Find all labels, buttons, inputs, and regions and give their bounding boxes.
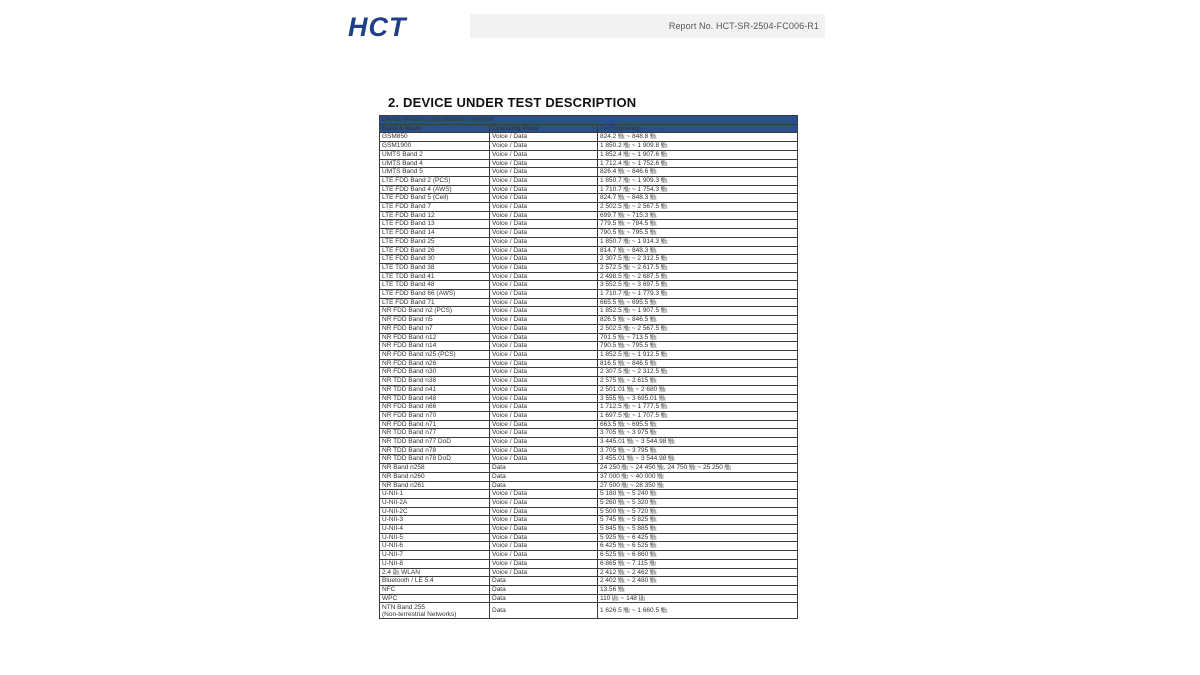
band-cell: NR FDD Band n71 xyxy=(380,420,490,429)
report-number: Report No. HCT-SR-2504-FC006-R1 xyxy=(668,21,819,31)
freq-cell: 814.7 ㎒ ~ 848.3 ㎒ xyxy=(598,246,798,255)
band-cell: LTE FDD Band 2 (PCS) xyxy=(380,176,490,185)
table-row xyxy=(380,551,798,560)
mode-cell: Voice / Data xyxy=(490,255,598,264)
freq-cell: 1 710.7 ㎒ ~ 1 779.3 ㎒ xyxy=(598,290,798,299)
table-row xyxy=(380,394,798,403)
freq-cell: 2 307.5 ㎒ ~ 2 312.5 ㎒ xyxy=(598,255,798,264)
freq-cell: 2 575 ㎒ ~ 2 615 ㎒ xyxy=(598,377,798,386)
mode-cell: Voice / Data xyxy=(490,342,598,351)
table-row xyxy=(380,525,798,534)
table-row xyxy=(380,368,798,377)
band-cell: LTE TDD Band 48 xyxy=(380,281,490,290)
band-cell: NR FDD Band n26 xyxy=(380,359,490,368)
table-row xyxy=(380,603,798,619)
table-row xyxy=(380,542,798,551)
freq-cell: 826.5 ㎒ ~ 846.5 ㎒ xyxy=(598,316,798,325)
table-row xyxy=(380,237,798,246)
band-cell: LTE FDD Band 71 xyxy=(380,298,490,307)
table-row xyxy=(380,533,798,542)
freq-cell: 2 307.5 ㎒ ~ 2 312.5 ㎒ xyxy=(598,368,798,377)
mode-cell: Voice / Data xyxy=(490,142,598,151)
band-cell: LTE TDD Band 41 xyxy=(380,272,490,281)
mode-cell: Voice / Data xyxy=(490,516,598,525)
table-row xyxy=(380,481,798,490)
freq-cell: 824.2 ㎒ ~ 848.8 ㎒ xyxy=(598,133,798,142)
band-cell: U-NII-4 xyxy=(380,525,490,534)
band-cell: NR TDD Band n78 DoD xyxy=(380,455,490,464)
band-cell: LTE FDD Band 30 xyxy=(380,255,490,264)
freq-cell: 5 180 ㎒ ~ 5 240 ㎒ xyxy=(598,490,798,499)
table-row xyxy=(380,176,798,185)
report-number-bar xyxy=(470,14,825,38)
band-cell: NR TDD Band n77 DoD xyxy=(380,438,490,447)
table-row xyxy=(380,194,798,203)
freq-cell: 1 852.4 ㎒ ~ 1 907.6 ㎒ xyxy=(598,150,798,159)
table-row xyxy=(380,498,798,507)
table-title-row xyxy=(380,116,798,125)
mode-cell: Voice / Data xyxy=(490,420,598,429)
table-row xyxy=(380,220,798,229)
mode-cell: Data xyxy=(490,577,598,586)
band-cell: U-NII-6 xyxy=(380,542,490,551)
mode-cell: Voice / Data xyxy=(490,490,598,499)
freq-cell: 1 850.7 ㎒ ~ 1 909.3 ㎒ xyxy=(598,176,798,185)
freq-cell: 790.5 ㎒ ~ 795.5 ㎒ xyxy=(598,229,798,238)
freq-cell: 3 455.01 ㎒ ~ 3 544.98 ㎒ xyxy=(598,455,798,464)
band-cell: U-NII-3 xyxy=(380,516,490,525)
band-cell: UMTS Band 2 xyxy=(380,150,490,159)
band-cell: NR TDD Band n38 xyxy=(380,377,490,386)
freq-cell: 790.5 ㎒ ~ 795.5 ㎒ xyxy=(598,342,798,351)
mode-cell: Voice / Data xyxy=(490,533,598,542)
freq-cell: 5 745 ㎒ ~ 5 825 ㎒ xyxy=(598,516,798,525)
table-row xyxy=(380,385,798,394)
table-row xyxy=(380,559,798,568)
band-cell: U-NII-7 xyxy=(380,551,490,560)
band-cell: GSM1900 xyxy=(380,142,490,151)
table-header-row xyxy=(380,124,798,133)
band-cell: GSM850 xyxy=(380,133,490,142)
freq-cell: 3 552.5 ㎒ ~ 3 697.5 ㎒ xyxy=(598,281,798,290)
mode-cell: Voice / Data xyxy=(490,429,598,438)
freq-cell: 824.7 ㎒ ~ 848.3 ㎒ xyxy=(598,194,798,203)
mode-cell: Voice / Data xyxy=(490,298,598,307)
freq-cell: 2 502.5 ㎒ ~ 2 567.5 ㎒ xyxy=(598,324,798,333)
band-cell: Bluetooth / LE 5.4 xyxy=(380,577,490,586)
freq-cell: 1 697.5 ㎒ ~ 1 707.5 ㎒ xyxy=(598,411,798,420)
mode-cell: Voice / Data xyxy=(490,498,598,507)
freq-cell: 701.5 ㎒ ~ 713.5 ㎒ xyxy=(598,333,798,342)
table-row xyxy=(380,255,798,264)
band-cell: U-NII-2A xyxy=(380,498,490,507)
table-row xyxy=(380,455,798,464)
mode-cell: Voice / Data xyxy=(490,237,598,246)
table-row xyxy=(380,281,798,290)
mode-cell: Voice / Data xyxy=(490,150,598,159)
freq-cell: 2 572.5 ㎒ ~ 2 617.5 ㎒ xyxy=(598,263,798,272)
mode-cell: Voice / Data xyxy=(490,359,598,368)
freq-cell: 1 852.5 ㎒ ~ 1 912.5 ㎒ xyxy=(598,350,798,359)
column-header-mode: Operating Mode xyxy=(490,124,598,133)
freq-cell: 6 525 ㎒ ~ 6 860 ㎒ xyxy=(598,551,798,560)
band-cell: LTE TDD Band 38 xyxy=(380,263,490,272)
band-cell: NR TDD Band n77 xyxy=(380,429,490,438)
freq-cell: 37 000 ㎒ ~ 40 000 ㎒ xyxy=(598,472,798,481)
mode-cell: Data xyxy=(490,481,598,490)
band-cell: LTE FDD Band 4 (AWS) xyxy=(380,185,490,194)
logo-text: HCT xyxy=(348,12,407,40)
table-row xyxy=(380,472,798,481)
freq-cell: 1 712.5 ㎒ ~ 1 777.5 ㎒ xyxy=(598,403,798,412)
band-cell: U-NII-1 xyxy=(380,490,490,499)
mode-cell: Voice / Data xyxy=(490,377,598,386)
table-body xyxy=(380,133,798,619)
band-cell: NR FDD Band n14 xyxy=(380,342,490,351)
table-row xyxy=(380,159,798,168)
table-row xyxy=(380,133,798,142)
mode-cell: Data xyxy=(490,603,598,619)
band-cell: U-NII-5 xyxy=(380,533,490,542)
mode-cell: Voice / Data xyxy=(490,507,598,516)
table-row xyxy=(380,150,798,159)
band-cell: LTE FDD Band 14 xyxy=(380,229,490,238)
mode-cell: Voice / Data xyxy=(490,203,598,212)
table-row xyxy=(380,594,798,603)
freq-cell: 1 850.2 ㎒ ~ 1 909.8 ㎒ xyxy=(598,142,798,151)
mode-cell: Voice / Data xyxy=(490,133,598,142)
band-cell: NR TDD Band n48 xyxy=(380,394,490,403)
band-cell: UMTS Band 4 xyxy=(380,159,490,168)
freq-cell: 2 502.5 ㎒ ~ 2 567.5 ㎒ xyxy=(598,203,798,212)
band-cell: NR FDD Band n12 xyxy=(380,333,490,342)
table-row xyxy=(380,263,798,272)
table-row xyxy=(380,438,798,447)
freq-cell: 3 555 ㎒ ~ 3 695.01 ㎒ xyxy=(598,394,798,403)
mode-cell: Voice / Data xyxy=(490,316,598,325)
band-cell: NR FDD Band n2 (PCS) xyxy=(380,307,490,316)
freq-cell: 2 402 ㎒ ~ 2 480 ㎒ xyxy=(598,577,798,586)
mode-cell: Voice / Data xyxy=(490,411,598,420)
table-row xyxy=(380,333,798,342)
table-row xyxy=(380,568,798,577)
mode-cell: Data xyxy=(490,472,598,481)
freq-cell: 5 925 ㎒ ~ 6 425 ㎒ xyxy=(598,533,798,542)
table-row xyxy=(380,229,798,238)
mode-cell: Voice / Data xyxy=(490,281,598,290)
table-row xyxy=(380,290,798,299)
mode-cell: Voice / Data xyxy=(490,559,598,568)
table-row xyxy=(380,516,798,525)
table-row xyxy=(380,420,798,429)
mode-cell: Voice / Data xyxy=(490,159,598,168)
freq-cell: 665.5 ㎒ ~ 695.5 ㎒ xyxy=(598,298,798,307)
mode-cell: Voice / Data xyxy=(490,385,598,394)
table-row xyxy=(380,585,798,594)
table-row xyxy=(380,272,798,281)
mode-cell: Voice / Data xyxy=(490,333,598,342)
table-row xyxy=(380,350,798,359)
table-row xyxy=(380,316,798,325)
band-cell: NFC xyxy=(380,585,490,594)
band-line-1: NTN Band 255 xyxy=(382,603,425,611)
table-row xyxy=(380,490,798,499)
freq-cell: 2 412 ㎒ ~ 2 462 ㎒ xyxy=(598,568,798,577)
table-row xyxy=(380,168,798,177)
band-cell xyxy=(380,603,490,619)
freq-cell: 5 260 ㎒ ~ 5 320 ㎒ xyxy=(598,498,798,507)
section-title: 2. DEVICE UNDER TEST DESCRIPTION xyxy=(388,95,637,110)
mode-cell: Voice / Data xyxy=(490,168,598,177)
band-cell: LTE FDD Band 5 (Cell) xyxy=(380,194,490,203)
freq-cell: 1 712.4 ㎒ ~ 1 752.6 ㎒ xyxy=(598,159,798,168)
mode-cell: Voice / Data xyxy=(490,368,598,377)
band-cell: 2.4 ㎓ WLAN xyxy=(380,568,490,577)
table-row xyxy=(380,246,798,255)
mode-cell: Voice / Data xyxy=(490,394,598,403)
band-cell: NR FDD Band n70 xyxy=(380,411,490,420)
band-cell: U-NII-2C xyxy=(380,507,490,516)
freq-cell: 6 425 ㎒ ~ 6 525 ㎒ xyxy=(598,542,798,551)
band-cell: WPC xyxy=(380,594,490,603)
table-row xyxy=(380,142,798,151)
column-header-band: Band & Mode xyxy=(380,124,490,133)
table-row xyxy=(380,507,798,516)
table-row xyxy=(380,577,798,586)
mode-cell: Voice / Data xyxy=(490,403,598,412)
band-cell: NR Band n258 xyxy=(380,464,490,473)
table-row xyxy=(380,377,798,386)
freq-cell: 1 850.7 ㎒ ~ 1 914.3 ㎒ xyxy=(598,237,798,246)
mode-cell: Voice / Data xyxy=(490,290,598,299)
band-cell: NR FDD Band n30 xyxy=(380,368,490,377)
freq-cell: 5 500 ㎒ ~ 5 720 ㎒ xyxy=(598,507,798,516)
table-row xyxy=(380,411,798,420)
mode-cell: Voice / Data xyxy=(490,263,598,272)
band-cell: LTE FDD Band 13 xyxy=(380,220,490,229)
band-cell: NR TDD Band n41 xyxy=(380,385,490,394)
mode-cell: Voice / Data xyxy=(490,525,598,534)
mode-cell: Voice / Data xyxy=(490,220,598,229)
table-row xyxy=(380,324,798,333)
table-row xyxy=(380,203,798,212)
band-cell: NR TDD Band n78 xyxy=(380,446,490,455)
table-row xyxy=(380,185,798,194)
freq-cell: 110 ㎑ ~ 148 ㎑ xyxy=(598,594,798,603)
mode-cell: Voice / Data xyxy=(490,350,598,359)
table-row xyxy=(380,307,798,316)
mode-cell: Voice / Data xyxy=(490,324,598,333)
freq-cell: 699.7 ㎒ ~ 715.3 ㎒ xyxy=(598,211,798,220)
mode-cell: Voice / Data xyxy=(490,176,598,185)
band-cell: NR Band n261 xyxy=(380,481,490,490)
freq-cell: 2 498.5 ㎒ ~ 2 687.5 ㎒ xyxy=(598,272,798,281)
freq-cell: 3 445.01 ㎒ ~ 3 544.98 ㎒ xyxy=(598,438,798,447)
table-row xyxy=(380,446,798,455)
freq-cell: 779.5 ㎒ ~ 784.5 ㎒ xyxy=(598,220,798,229)
freq-cell: 3 705 ㎒ ~ 3 795 ㎒ xyxy=(598,446,798,455)
table-row xyxy=(380,298,798,307)
freq-cell: 24 250 ㎒ ~ 24 450 ㎒, 24 750 ㎒ ~ 25 250 ㎒ xyxy=(598,464,798,473)
freq-cell: 6 865 ㎒ ~ 7 115 ㎒ xyxy=(598,559,798,568)
mode-cell: Voice / Data xyxy=(490,438,598,447)
column-header-freq: Tx Frequency xyxy=(598,124,798,133)
freq-cell: 13.56 ㎒ xyxy=(598,585,798,594)
mode-cell: Voice / Data xyxy=(490,455,598,464)
band-cell: NR FDD Band n7 xyxy=(380,324,490,333)
mode-cell: Voice / Data xyxy=(490,542,598,551)
table-row xyxy=(380,211,798,220)
freq-cell: 826.4 ㎒ ~ 846.6 ㎒ xyxy=(598,168,798,177)
band-cell: NR Band n260 xyxy=(380,472,490,481)
mode-cell: Voice / Data xyxy=(490,551,598,560)
mode-cell: Data xyxy=(490,594,598,603)
mode-cell: Voice / Data xyxy=(490,246,598,255)
table-row xyxy=(380,403,798,412)
mode-cell: Voice / Data xyxy=(490,194,598,203)
table-row xyxy=(380,359,798,368)
table-title: Device Wireless specification overview xyxy=(380,116,798,125)
mode-cell: Data xyxy=(490,464,598,473)
mode-cell: Voice / Data xyxy=(490,446,598,455)
band-cell: LTE FDD Band 26 xyxy=(380,246,490,255)
freq-cell: 27 500 ㎒ ~ 28 350 ㎒ xyxy=(598,481,798,490)
mode-cell: Voice / Data xyxy=(490,307,598,316)
band-cell: LTE FDD Band 7 xyxy=(380,203,490,212)
band-cell: NR FDD Band n5 xyxy=(380,316,490,325)
band-cell: NR FDD Band n66 xyxy=(380,403,490,412)
freq-cell: 663.5 ㎒ ~ 695.5 ㎒ xyxy=(598,420,798,429)
mode-cell: Voice / Data xyxy=(490,568,598,577)
mode-cell: Voice / Data xyxy=(490,229,598,238)
freq-cell: 1 852.5 ㎒ ~ 1 907.5 ㎒ xyxy=(598,307,798,316)
band-cell: LTE FDD Band 66 (AWS) xyxy=(380,290,490,299)
freq-cell: 3 705 ㎒ ~ 3 975 ㎒ xyxy=(598,429,798,438)
hct-logo xyxy=(348,12,448,40)
freq-cell: 1 710.7 ㎒ ~ 1 754.3 ㎒ xyxy=(598,185,798,194)
freq-cell: 1 626.5 ㎒ ~ 1 660.5 ㎒ xyxy=(598,603,798,619)
mode-cell: Voice / Data xyxy=(490,211,598,220)
band-cell: UMTS Band 5 xyxy=(380,168,490,177)
table-row xyxy=(380,464,798,473)
freq-cell: 816.5 ㎒ ~ 846.5 ㎒ xyxy=(598,359,798,368)
mode-cell: Data xyxy=(490,585,598,594)
band-line-2: (Non-terrestrial Networks) xyxy=(382,610,457,618)
wireless-spec-table xyxy=(379,115,798,619)
band-cell: LTE FDD Band 12 xyxy=(380,211,490,220)
table-row xyxy=(380,342,798,351)
band-cell: U-NII-8 xyxy=(380,559,490,568)
band-cell: LTE FDD Band 25 xyxy=(380,237,490,246)
mode-cell: Voice / Data xyxy=(490,185,598,194)
table-row xyxy=(380,429,798,438)
mode-cell: Voice / Data xyxy=(490,272,598,281)
freq-cell: 2 501.01 ㎒ ~ 2 680 ㎒ xyxy=(598,385,798,394)
hct-logo-mark xyxy=(348,12,448,40)
freq-cell: 5 845 ㎒ ~ 5 885 ㎒ xyxy=(598,525,798,534)
band-cell: NR FDD Band n25 (PCS) xyxy=(380,350,490,359)
